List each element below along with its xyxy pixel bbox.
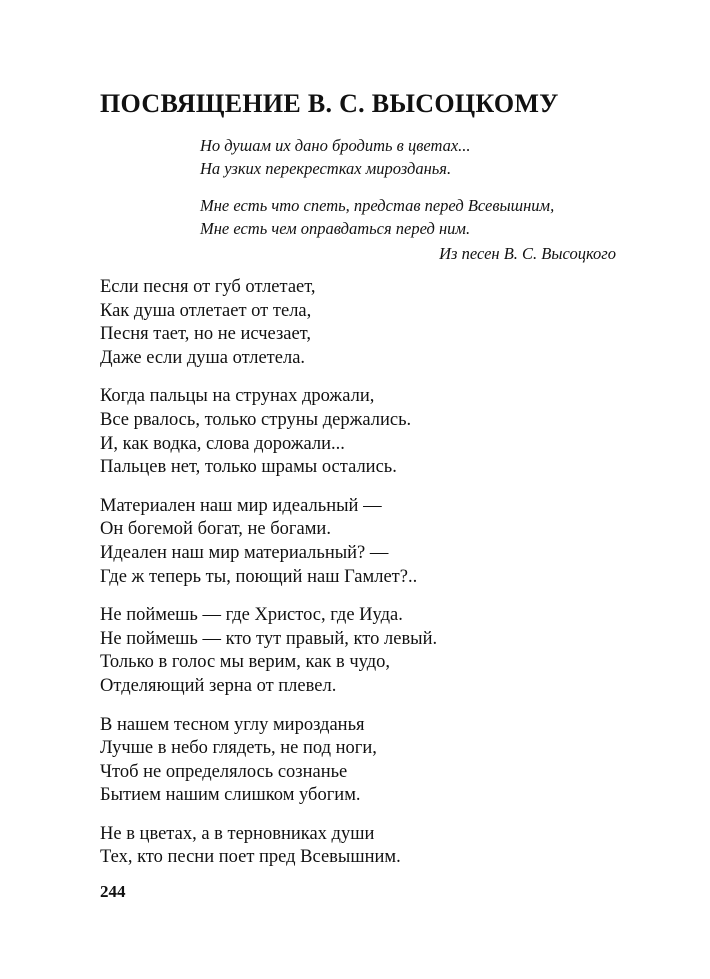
poem-stanza [100,495,620,589]
poem-line: Только в голос мы верим, как в чудо, [100,652,391,673]
poem-line: Отделяющий зерна от плевел. [100,675,337,696]
poem-line: Материален наш мир идеальный — [100,495,382,516]
epigraph-line: Но душам их дано бродить в цветах... [200,136,471,155]
poem-stanza [100,604,620,698]
poem-line: И, как водка, слова дорожали... [100,433,345,454]
poem-stanza [100,385,620,479]
epigraph-line: Мне есть чем оправдаться перед ним. [200,219,471,238]
poem-body [100,276,620,885]
poem-line: Не поймешь — где Христос, где Иуда. [100,605,403,626]
poem-line: Не в цветах, а в терновниках души [100,823,375,844]
poem-line: Тех, кто песни поет пред Всевышним. [100,847,401,868]
epigraph-source: Из песен В. С. Высоцкого [439,244,616,263]
poem-line: Идеален наш мир материальный? — [100,542,389,563]
poem-line: Чтоб не определялось сознанье [100,761,348,782]
poem-stanza [100,276,620,370]
poem-line: Он богемой богат, не богами. [100,519,331,540]
epigraph-stanza [200,134,620,180]
poem-title: ПОСВЯЩЕНИЕ В. С. ВЫСОЦКОМУ [100,89,559,118]
epigraph [200,134,620,265]
poem-line: Песня тает, но не исчезает, [100,324,311,345]
poem-stanza [100,823,620,870]
poem-line: Когда пальцы на струнах дрожали, [100,386,375,407]
poem-line: Если песня от губ отлетает, [100,277,316,297]
poem-line: Пальцев нет, только шрамы остались. [100,457,397,478]
page-number: 244 [100,882,126,901]
epigraph-line: Мне есть что спеть, представ перед Всевышним, [200,196,555,215]
poem-line: Даже если душа отлетела. [100,347,306,368]
epigraph-stanza [200,194,620,240]
poem-stanza [100,714,620,808]
poem-line: Лучше в небо глядеть, не под ноги, [100,738,377,759]
poem-line: Как душа отлетает от тела, [100,300,312,321]
poem-line: Где ж теперь ты, поющий наш Гамлет?.. [100,566,418,587]
poem-line: Не поймешь — кто тут правый, кто левый. [100,628,438,649]
poem-line: Бытием нашим слишком убогим. [100,785,361,806]
poem-line: В нашем тесном углу мирозданья [100,714,365,735]
epigraph-line: На узких перекрестках мирозданья. [200,159,452,178]
poem-line: Все рвалось, только струны держались. [100,409,412,430]
